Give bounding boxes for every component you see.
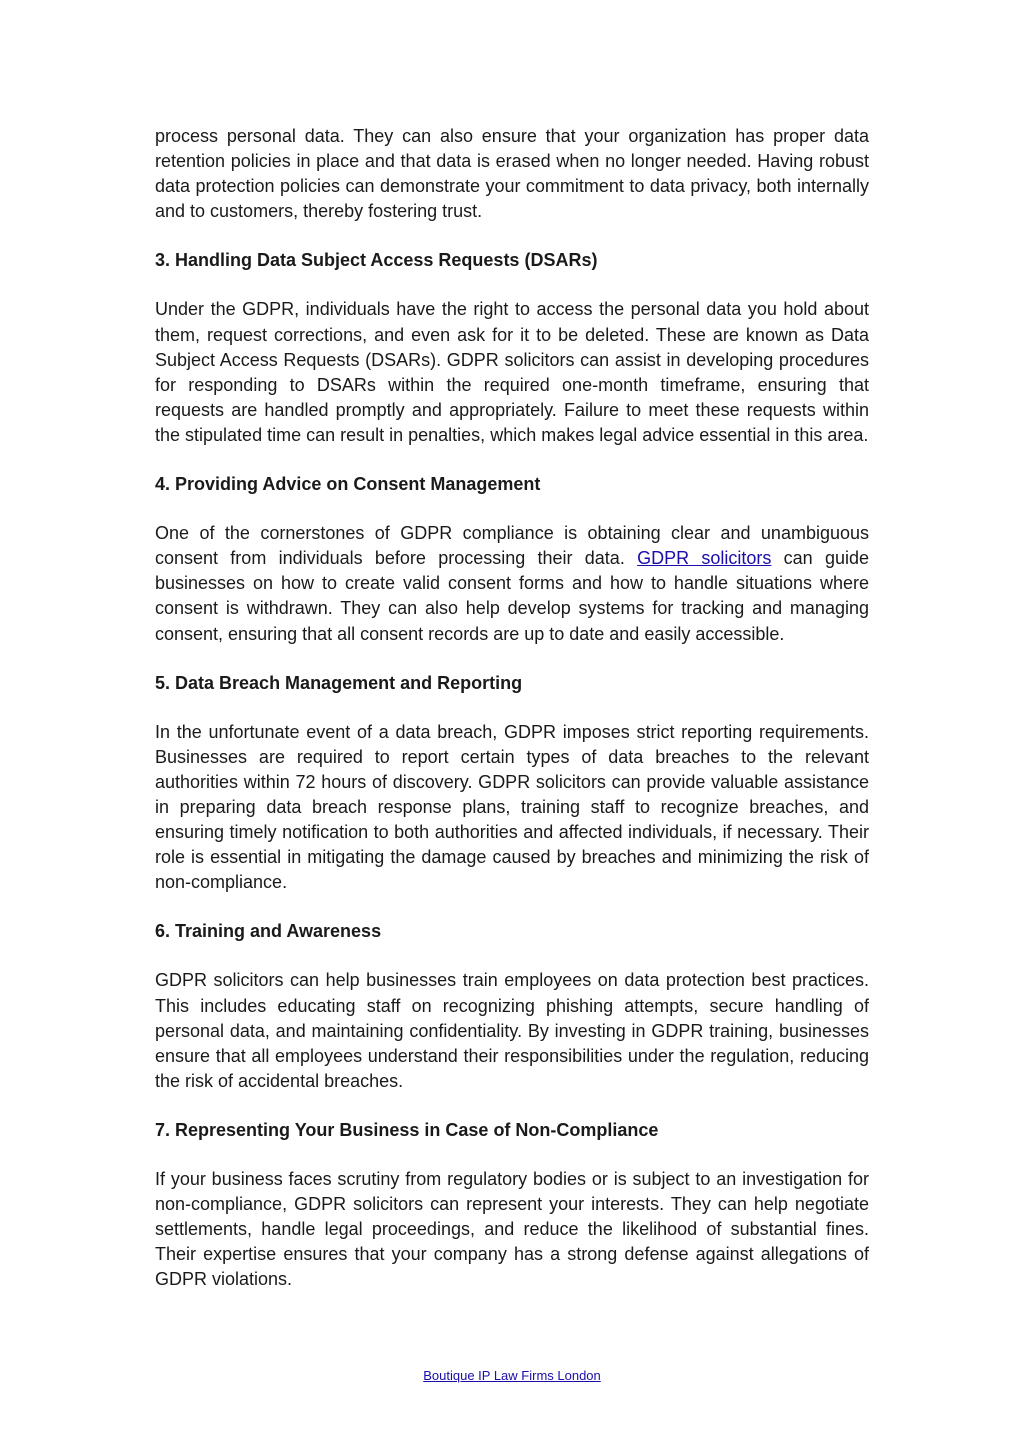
section-6-heading: 6. Training and Awareness [155, 921, 382, 942]
page-footer [0, 1366, 1024, 1386]
section-6-body: GDPR solicitors can help businesses train employees on data protection best practices. This includes educating staff on recognizing phishing attempts, secure handling of personal data, and maintaining confidentiality. By investing in GDPR training, businesses ensure that all employees understand their responsibilities under the regulation, reducing the risk of accidental breaches. [155, 970, 869, 1091]
section-4-heading: 4. Providing Advice on Consent Management [155, 474, 541, 495]
section-4-body [155, 521, 869, 646]
section-5-body: In the unfortunate event of a data breach, GDPR imposes strict reporting requirements. Businesses are required to report certain types of data breaches to the relevant authorities within 72 hours of discovery. GDPR solicitors can provide valuable assistance in preparing data breach response plans, training staff to recognize breaches, and ensuring timely notification to both authorities and affected individuals, if necessary. Their role is essential in mitigating the damage caused by breaches and minimizing the risk of non-compliance. [155, 721, 869, 893]
section-4-body-end: can guide businesses on how to create valid consent forms and how to handle situations where consent is withdrawn. They can also help develop systems for tracking and managing consent, ensuring that all consent records are up to date and easily accessible. [155, 548, 869, 644]
intro-paragraph: process personal data. They can also ensure that your organization has proper data retention policies in place and that data is erased when no longer needed. Having robust data protection policies can demonstrate your commitment to data privacy, both internally and to customers, thereby fostering trust. [155, 126, 869, 222]
section-4-body-start: One of the cornerstones of GDPR compliance is obtaining clear and unambiguous consent from individuals before processing their data. [155, 523, 869, 569]
footer-link[interactable]: Boutique IP Law Firms London [423, 1368, 601, 1383]
document-page [155, 124, 869, 1316]
section-7-heading: 7. Representing Your Business in Case of Non-Compliance [155, 1119, 659, 1140]
section-3-body: Under the GDPR, individuals have the right to access the personal data you hold about them, request corrections, and even ask for it to be deleted. These are known as Data Subject Access Requests (DSARs). GDPR solicitors can assist in developing procedures for responding to DSARs within the required one-month timeframe, ensuring that requests are handled promptly and appropriately. Failure to meet these requests within the stipulated time can result in penalties, which makes legal advice essential in this area. [155, 299, 869, 445]
section-3-heading: 3. Handling Data Subject Access Requests (DSARs) [155, 250, 598, 271]
section-5-heading: 5. Data Breach Management and Reporting [155, 672, 523, 693]
section-7-body: If your business faces scrutiny from regulatory bodies or is subject to an investigation for non-compliance, GDPR solicitors can represent your interests. They can help negotiate settlements, handle legal proceedings, and reduce the likelihood of substantial fines. Their expertise ensures that your company has a strong defense against allegations of GDPR violations. [155, 1169, 869, 1290]
gdpr-solicitors-link[interactable]: GDPR solicitors [637, 548, 772, 569]
